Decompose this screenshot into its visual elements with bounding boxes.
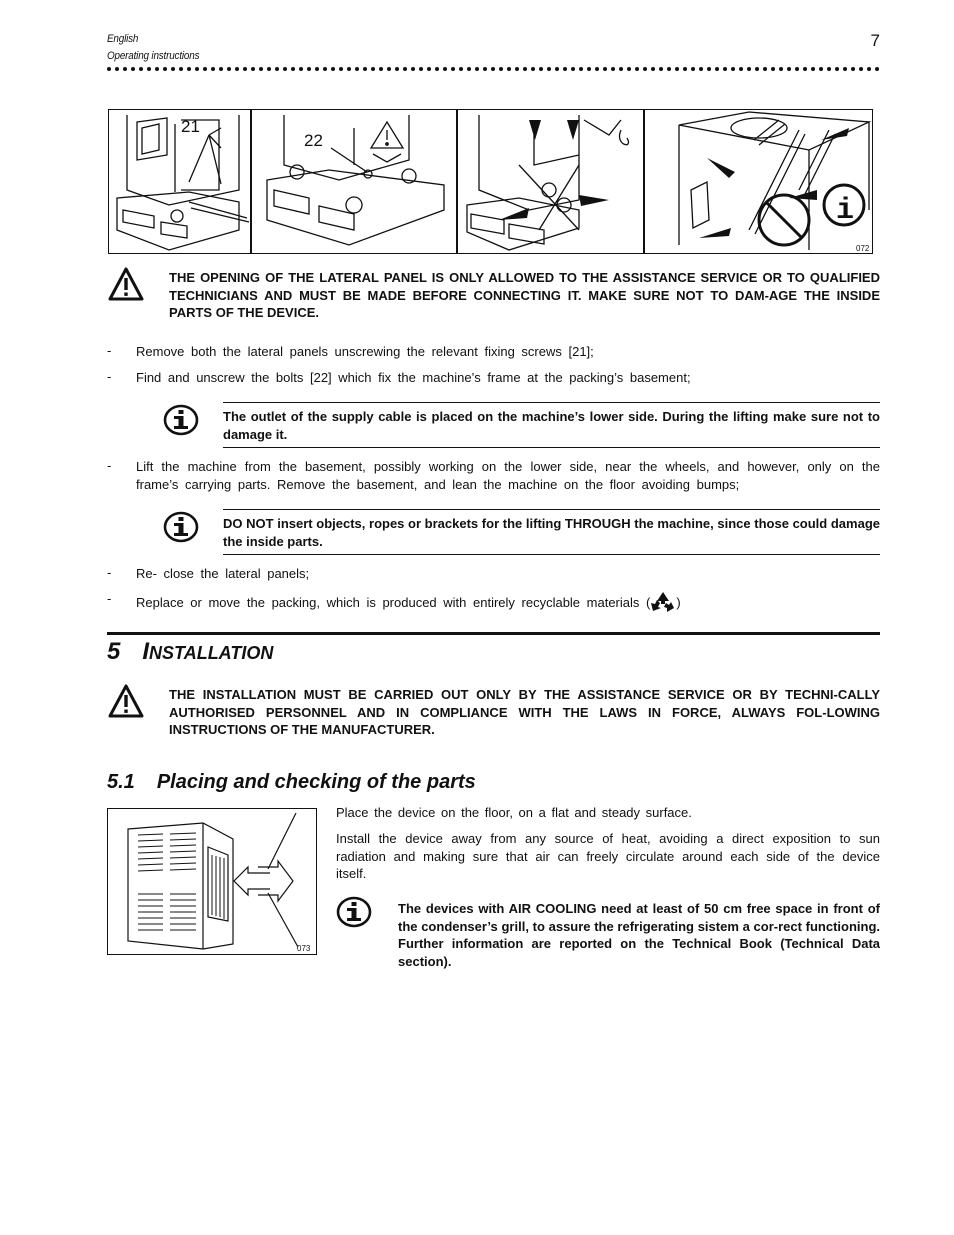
label-22: 22 (304, 131, 323, 150)
info-rule-top (223, 509, 880, 510)
info-supply-cable: The outlet of the supply cable is placed on the machine’s lower side. During the lifting make sure not to damage it. (223, 409, 880, 442)
step-remove-panels: Remove both the lateral panels unscrewing the relevant fixing screws [21]; (136, 344, 594, 359)
warning-installation: THE INSTALLATION MUST BE CARRIED OUT ONLY BY THE ASSISTANCE SERVICE OR BY TECHNI-CALLY AUTHORISED PERSONNEL AND IN COMPLIANCE WITH THE LAWS IN FORCE, ALWAYS FOL-LOWING INSTRUCTIONS OF THE MANUFACTURER. (169, 687, 880, 737)
warning-triangle-icon (108, 267, 144, 301)
header-language: English (107, 33, 139, 45)
section-5-initial: I (142, 638, 150, 665)
info-rule-top (223, 402, 880, 403)
header-divider (107, 67, 880, 71)
section-5-1-title: Placing and checking of the parts (156, 771, 476, 793)
bullet-dash: - (107, 565, 112, 580)
step-replace-packing-text: Replace or move the packing, which is produced with entirely recyclable materials ( (136, 595, 651, 610)
step-replace-packing (136, 591, 681, 613)
info-icon (163, 511, 199, 543)
info-air-cooling: The devices with AIR COOLING need at least of 50 cm free space in front of the condenser’s grill, to assure the refrigerating sistem a cor-rect functioning. Further information are reported on the Technical Book (Technical Data section). (398, 901, 880, 969)
info-icon (336, 896, 372, 928)
air-clearance-drawing (108, 809, 315, 953)
info-rule-bottom (223, 447, 880, 448)
header-subtitle: Operating instructions (107, 50, 200, 62)
step-replace-packing-close: ) (676, 595, 681, 610)
recycle-icon (650, 591, 676, 613)
section-5-1-number: 5.1 (107, 771, 135, 793)
step-unscrew-bolts: Find and unscrew the bolts [22] which fix the machine’s frame at the packing’s basement; (136, 370, 691, 385)
info-no-lift-through: DO NOT insert objects, ropes or brackets for the lifting THROUGH the machine, since those could damage the inside parts. (223, 516, 880, 549)
warning-lateral-panel: THE OPENING OF THE LATERAL PANEL IS ONLY ALLOWED TO THE ASSISTANCE SERVICE OR TO QUALIFIED TECHNICIANS AND MUST BE MADE BEFORE CONNECTING IT. MAKE SURE NOT TO DAM-AGE THE INSIDE PARTS OF THE DEVICE. (169, 270, 880, 320)
unpacking-illustration (108, 109, 873, 254)
step-reclose-panels: Re- close the lateral panels; (136, 566, 310, 581)
page-number: 7 (870, 31, 880, 50)
label-21: 21 (181, 117, 200, 136)
bullet-dash: - (107, 458, 112, 473)
step-lift-machine: Lift the machine from the basement, possibly working on the lower side, near the wheels, and however, only on the frame’s carrying parts. Remove the basement, and lean the machine on the floor avoiding bumps; (136, 459, 880, 492)
air-clearance-illustration (107, 808, 317, 955)
unpacking-drawing (109, 110, 874, 255)
section-5-title: NSTALLATION (149, 643, 274, 663)
info-rule-bottom (223, 554, 880, 555)
section-5-1-heading (107, 771, 476, 794)
bullet-dash: - (107, 343, 112, 358)
info-icon (163, 404, 199, 436)
bullet-dash: - (107, 591, 112, 606)
figure-bottom-code: 073 (297, 944, 311, 953)
figure-top-code: 072 (856, 244, 870, 253)
warning-triangle-icon (108, 684, 144, 718)
place-text-heat: Install the device away from any source of heat, avoiding a direct exposition to sun radiation and making sure that air can freely circulate around each side of the device itself. (336, 831, 880, 881)
place-text-floor: Place the device on the floor, on a flat and steady surface. (336, 805, 692, 820)
svg-text:i: i (836, 194, 855, 228)
section-rule (107, 632, 880, 635)
section-5-number: 5 (107, 638, 121, 665)
section-5-heading (107, 638, 273, 666)
bullet-dash: - (107, 369, 112, 384)
